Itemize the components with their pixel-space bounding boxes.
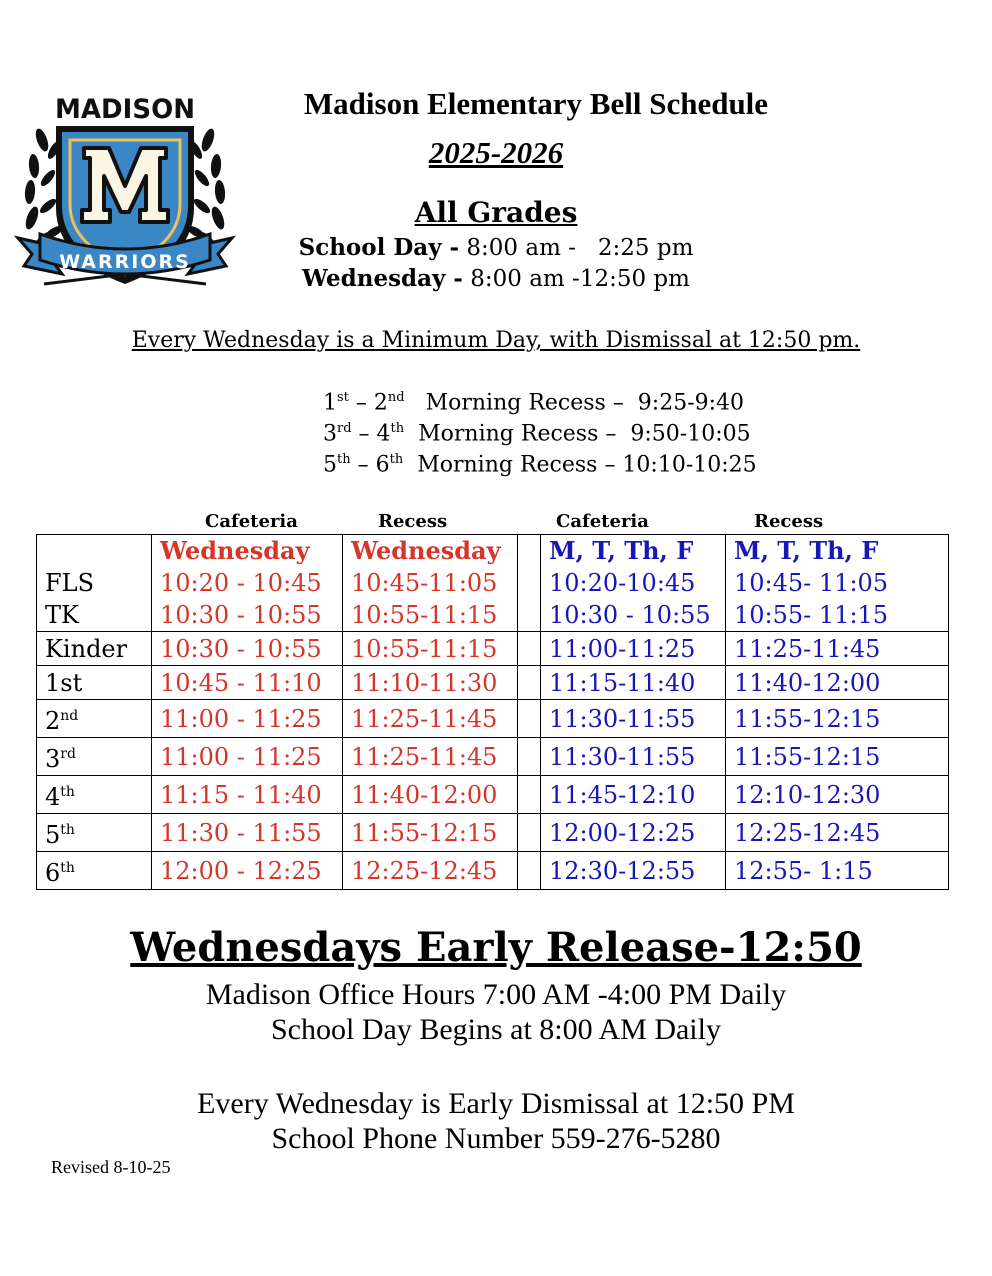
time-value: 11:40-12:00: [343, 776, 518, 814]
spacer-cell: [518, 738, 541, 776]
grade-num: 6: [375, 452, 390, 478]
spacer-cell: [518, 632, 541, 666]
spacer-cell: [518, 814, 541, 852]
early-release-heading: Wednesdays Early Release-12:50: [130, 924, 862, 971]
recess-time: Morning Recess – 9:50-10:05: [404, 421, 751, 447]
table-row: [37, 814, 949, 852]
grade-num: 6: [45, 859, 61, 887]
time-value: 10:30 - 10:55: [160, 601, 322, 629]
time-value: 10:55-11:15: [343, 632, 518, 666]
time-value: 12:25-12:45: [343, 852, 518, 890]
grade-suffix: rd: [337, 421, 352, 436]
grade-num: 5: [323, 452, 337, 478]
wednesday-time: 8:00 am -12:50 pm: [462, 266, 690, 292]
time-value: 10:45 - 11:10: [152, 666, 343, 700]
col-group-cafeteria-wk: Cafeteria: [556, 511, 649, 532]
office-hours: Madison Office Hours 7:00 AM -4:00 PM Daily: [205, 978, 787, 1011]
wk-cafeteria-cell: [541, 535, 726, 632]
grade-num: 1: [323, 390, 337, 416]
grade-num: 3: [323, 421, 337, 447]
time-value: 11:25-11:45: [726, 632, 949, 666]
time-value: 12:00 - 12:25: [152, 852, 343, 890]
grade-suffix: th: [337, 452, 351, 467]
time-value: 12:25-12:45: [726, 814, 949, 852]
lunch-recess-table: [36, 534, 949, 890]
time-value: 11:40-12:00: [726, 666, 949, 700]
time-value: 11:15-11:40: [541, 666, 726, 700]
revised-date: Revised 8-10-25: [51, 1157, 171, 1177]
time-value: 12:00-12:25: [541, 814, 726, 852]
school-day-label: School Day -: [298, 234, 460, 261]
school-day-hours: [246, 234, 746, 261]
time-value: 10:20-10:45: [549, 569, 696, 597]
madison-warriors-logo: [14, 88, 236, 298]
table-row: [37, 738, 949, 776]
time-value: 11:30-11:55: [541, 700, 726, 738]
grade-suffix: nd: [60, 708, 79, 724]
grade-label: 1st: [37, 666, 152, 700]
table-row: [37, 776, 949, 814]
time-value: 10:20 - 10:45: [160, 569, 322, 597]
recess-time: Morning Recess – 10:10-10:25: [403, 452, 757, 478]
time-value: 11:00 - 11:25: [152, 700, 343, 738]
day-header: Wednesday: [351, 536, 501, 565]
grade-suffix: st: [337, 390, 349, 405]
grade-num: 3: [45, 745, 61, 773]
time-value: 11:00-11:25: [541, 632, 726, 666]
time-value: 12:30-12:55: [541, 852, 726, 890]
grade-label: [37, 700, 152, 738]
time-value: 10:55-11:15: [351, 601, 498, 629]
school-phone: School Phone Number 559-276-5280: [271, 1122, 721, 1155]
table-row: [37, 666, 949, 700]
spacer-cell: [518, 852, 541, 890]
grade-num: 4: [45, 783, 61, 811]
time-value: 10:45-11:05: [351, 569, 498, 597]
school-year: 2025-2026: [428, 135, 564, 170]
grade-num: 2: [373, 390, 388, 416]
morning-recess-line: 3rd – 4th Morning Recess – 9:50-10:05: [323, 421, 751, 447]
morning-recess-line: 5th – 6th Morning Recess – 10:10-10:25: [323, 452, 757, 478]
grade-suffix: th: [60, 784, 75, 800]
time-value: 10:45- 11:05: [734, 569, 889, 597]
grade-num: 2: [45, 707, 61, 735]
table-row: [37, 700, 949, 738]
time-value: 11:10-11:30: [343, 666, 518, 700]
day-header: M, T, Th, F: [549, 536, 694, 565]
wednesday-hours: [246, 265, 746, 292]
minimum-day-note: Every Wednesday is a Minimum Day, with Dismissal at 12:50 pm.: [131, 328, 861, 353]
time-value: 10:30 - 10:55: [549, 601, 711, 629]
grade-suffix: nd: [387, 390, 405, 405]
time-value: 11:00 - 11:25: [152, 738, 343, 776]
time-value: 11:55-12:15: [343, 814, 518, 852]
wed-recess-cell: [343, 535, 518, 632]
wednesday-label: Wednesday -: [302, 265, 463, 292]
grade-suffix: th: [60, 860, 75, 876]
grade-label: [37, 738, 152, 776]
grade-num: 4: [376, 421, 391, 447]
grade-suffix: rd: [60, 746, 76, 762]
grade-label: [37, 776, 152, 814]
time-value: 12:10-12:30: [726, 776, 949, 814]
school-day-time: 8:00 am - 2:25 pm: [459, 235, 694, 261]
page-title: Madison Elementary Bell Schedule: [303, 86, 769, 121]
table-row: [37, 632, 949, 666]
recess-time: Morning Recess – 9:25-9:40: [404, 390, 745, 416]
time-value: 11:55-12:15: [726, 738, 949, 776]
time-value: 12:55- 1:15: [726, 852, 949, 890]
grade-suffix: th: [390, 421, 405, 436]
grade-suffix: th: [60, 822, 75, 838]
time-value: 11:45-12:10: [541, 776, 726, 814]
grade-cell: [37, 535, 152, 632]
day-header: M, T, Th, F: [734, 536, 879, 565]
logo-banner-text: WARRIORS: [59, 251, 191, 273]
time-value: 11:15 - 11:40: [152, 776, 343, 814]
time-value: 10:55- 11:15: [734, 601, 889, 629]
all-grades-heading: All Grades: [414, 196, 578, 229]
day-header: Wednesday: [160, 536, 310, 565]
morning-recess-line: 1st – 2nd Morning Recess – 9:25-9:40: [323, 390, 745, 416]
time-value: 11:30-11:55: [541, 738, 726, 776]
grade-label: [37, 852, 152, 890]
grade-label: [37, 814, 152, 852]
logo-top-text: MADISON: [55, 94, 195, 125]
wed-cafeteria-cell: [152, 535, 343, 632]
time-value: 11:25-11:45: [343, 738, 518, 776]
school-day-begins: School Day Begins at 8:00 AM Daily: [271, 1013, 721, 1046]
grade-label: Kinder: [37, 632, 152, 666]
wk-recess-cell: [726, 535, 949, 632]
col-group-recess-wk: Recess: [754, 511, 824, 532]
time-value: 10:30 - 10:55: [152, 632, 343, 666]
table-row: [37, 852, 949, 890]
spacer-cell: [518, 666, 541, 700]
col-group-cafeteria-wed: Cafeteria: [205, 511, 298, 532]
early-dismissal-note: Every Wednesday is Early Dismissal at 12:50 PM: [197, 1087, 795, 1120]
grade-label-tk: TK: [45, 601, 79, 629]
time-value: 11:25-11:45: [343, 700, 518, 738]
time-value: 11:55-12:15: [726, 700, 949, 738]
time-value: 11:30 - 11:55: [152, 814, 343, 852]
col-group-recess-wed: Recess: [378, 511, 448, 532]
spacer-cell: [518, 776, 541, 814]
spacer-cell: [518, 535, 541, 632]
grade-num: 5: [45, 821, 61, 849]
grade-suffix: th: [389, 452, 404, 467]
spacer-cell: [518, 700, 541, 738]
grade-label-fls: FLS: [45, 569, 95, 597]
